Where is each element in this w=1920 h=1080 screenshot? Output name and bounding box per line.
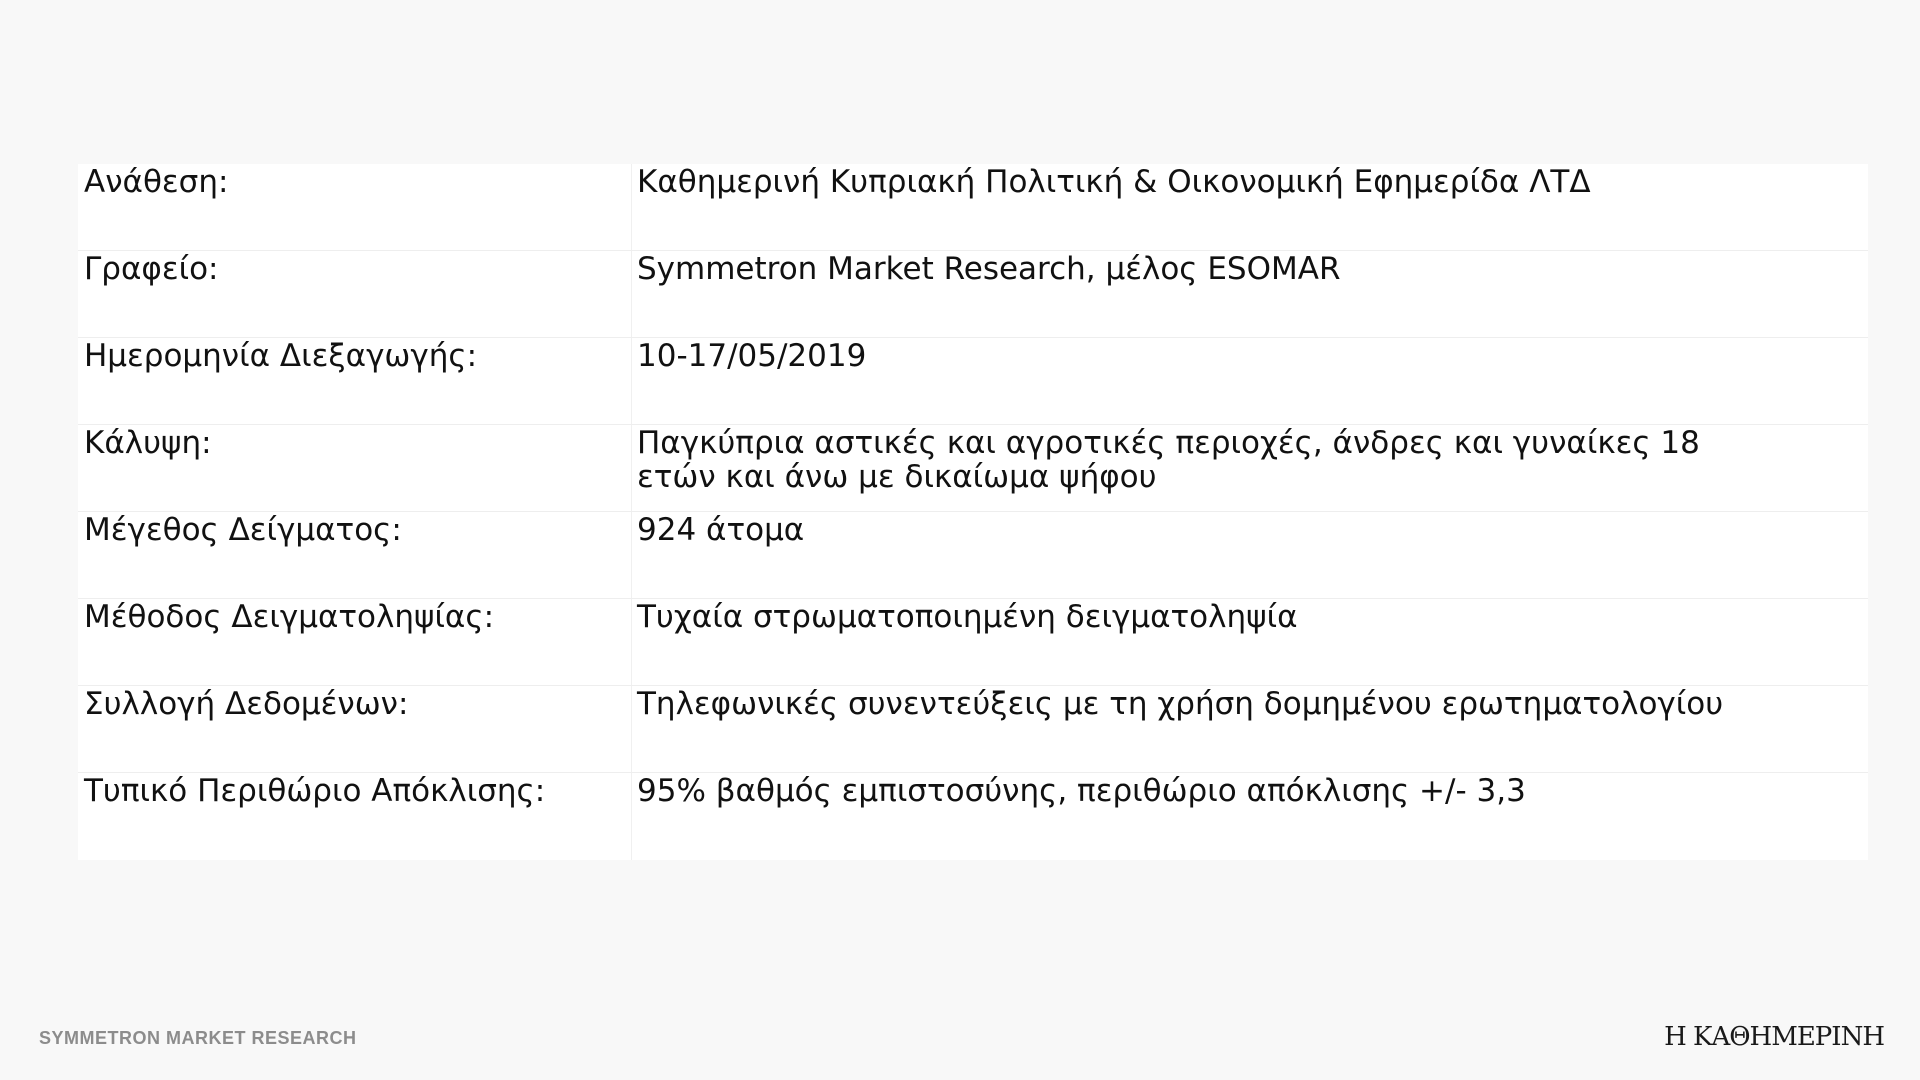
table-row xyxy=(78,686,1868,773)
row-label: Τυπικό Περιθώριο Απόκλισης: xyxy=(78,773,632,860)
row-value: Τυχαία στρωματοποιημένη δειγματοληψία xyxy=(637,599,1298,635)
survey-info-table xyxy=(78,164,1868,860)
table-row xyxy=(78,164,1868,251)
row-value: Τηλεφωνικές συνεντεύξεις με τη χρήση δομημένου ερωτηματολογίου xyxy=(637,686,1724,722)
newspaper-logo: Η ΚΑΘΗΜΕΡΙΝΗ xyxy=(1664,1022,1884,1052)
table-row xyxy=(78,425,1868,512)
row-label: Ημερομηνία Διεξαγωγής: xyxy=(78,338,632,424)
source-label: SYMMETRON MARKET RESEARCH xyxy=(39,1028,357,1048)
row-value: Παγκύπρια αστικές και αγροτικές περιοχές, άνδρες και γυναίκες 18 ετών και άνω με δικαίωμα ψήφου xyxy=(637,425,1700,495)
table-row xyxy=(78,599,1868,686)
row-label: Μέγεθος Δείγματος: xyxy=(78,512,632,598)
row-value: 10-17/05/2019 xyxy=(637,338,867,374)
table-row xyxy=(78,773,1868,860)
row-label: Γραφείο: xyxy=(78,251,632,337)
row-label: Μέθοδος Δειγματοληψίας: xyxy=(78,599,632,685)
row-value: 95% βαθμός εμπιστοσύνης, περιθώριο απόκλισης +/- 3,3 xyxy=(637,773,1526,809)
row-label: Ανάθεση: xyxy=(78,164,632,250)
row-label: Συλλογή Δεδομένων: xyxy=(78,686,632,772)
table-row xyxy=(78,338,1868,425)
row-label: Κάλυψη: xyxy=(78,425,632,511)
table-row xyxy=(78,251,1868,338)
row-value: Καθημερινή Κυπριακή Πολιτική & Οικονομική Εφημερίδα ΛΤΔ xyxy=(637,164,1591,200)
table-row xyxy=(78,512,1868,599)
row-value: Symmetron Market Research, μέλος ESOMAR xyxy=(637,251,1341,287)
row-value: 924 άτομα xyxy=(637,512,805,548)
